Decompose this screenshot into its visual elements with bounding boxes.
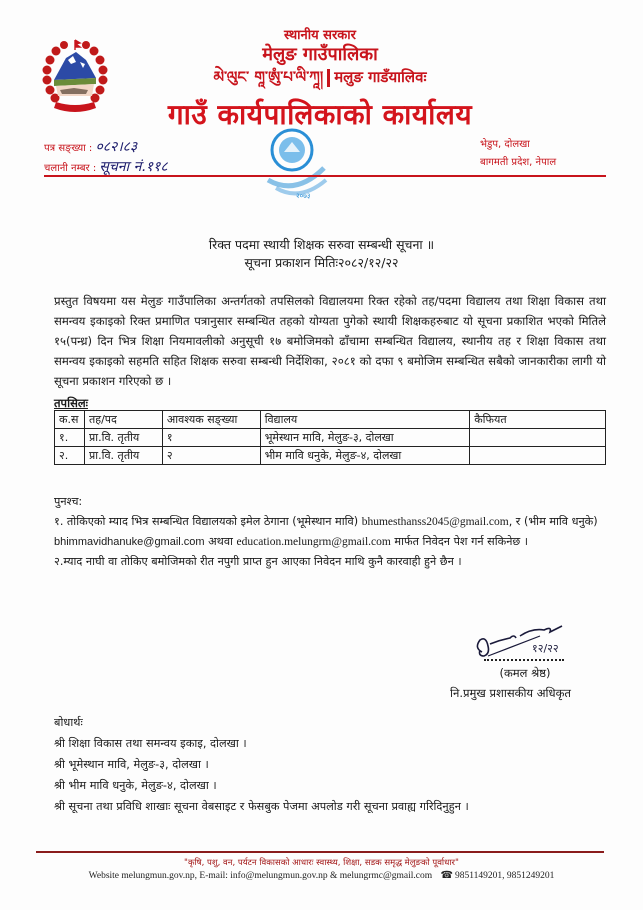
cell-remarks — [470, 429, 606, 447]
municipality-name-tibetan: མེ་ལུང་ གཱ་ཨུཾ་པ་ལི་ཀཱ། — [213, 68, 324, 86]
postscript — [54, 492, 606, 572]
dispatch-number-label: चलानी नम्बर : — [44, 163, 97, 174]
cell-sn: २. — [55, 447, 85, 465]
table-header-row — [55, 411, 606, 429]
copy-to-item: श्री भूमेस्थान मावि, मेलुङ-३, दोलखा । — [54, 758, 209, 771]
postscript-item-1-suffix: मार्फत निवेदन पेश गर्न सकिनेछ । — [394, 535, 529, 548]
header-divider — [44, 175, 606, 177]
column-header-level: तह/पद — [84, 411, 162, 429]
cell-school: भूमेस्थान मावि, मेलुङ-३, दोलखा — [260, 429, 470, 447]
notice-title: रिक्त पदमा स्थायी शिक्षक सरुवा सम्बन्धी सूचना ॥ — [208, 237, 435, 252]
government-type: स्थानीय सरकार — [284, 28, 356, 43]
cell-school: भीम मावि धनुके, मेलुङ-४, दोलखा — [260, 447, 470, 465]
footer-contact — [0, 869, 643, 883]
address-line-2: बागमती प्रदेश, नेपाल — [480, 157, 557, 168]
signature-date: १२/२२ — [532, 642, 559, 655]
email-link-bhumesthan[interactable]: bhumesthanss2045@gmail.com — [361, 516, 509, 528]
cell-level: प्रा.वि. तृतीय — [84, 447, 162, 465]
postscript-and: , र — [508, 515, 521, 528]
notice-body: प्रस्तुत विषयमा यस मेलुङ गाउँपालिका अन्तर्गतको तपसिलको विद्यालयमा रिक्त रहेको तह/पदमा विद्यालय तथा शिक्षा विकास तथा समन्वय इकाइको रिक्त प्रमाणित पत्रानुसार सम्बन्धित तहको योग्यता पुगेको स्थायी शिक्षकहरुबाट यो सूचना प्रकाशित भएको मितिले १५(पन्ध्र) दिन भित्र शिक्षा नियमावलीको अनुसूची १७ बमोजिमको ढाँचामा सम्बन्धित विद्यालय, स्थानीय तह र शिक्षा विकास तथा समन्वय इकाइको सहमति सहित शिक्षक सरुवा सम्बन्धी निर्देशिका, २०८१ को दफा ९ बमोजिम सम्बन्धित सबैको जानकारीका लागी यो सूचना प्रकाशन गरिएको छ । — [54, 294, 606, 388]
title-separator — [327, 69, 330, 87]
signature-line — [484, 659, 564, 661]
letter-number-row — [44, 138, 168, 158]
email-link-bhim[interactable]: bhimmavidhanuke@gmail.com — [54, 536, 205, 548]
cell-sn: १. — [55, 429, 85, 447]
vacancy-table — [54, 410, 606, 465]
signatory-name: (कमल श्रेष्ठ) — [499, 666, 551, 680]
letter-number-value: ०८२।८३ — [95, 139, 138, 155]
copy-to-list — [54, 712, 614, 817]
footer-website-email: Website melungmun.gov.np, E-mail: info@melungmun.gov.np & melungrmc@gmail.com — [88, 871, 433, 881]
svg-text:२०७३: २०७३ — [296, 192, 311, 200]
postscript-heading: पुनश्च: — [54, 495, 83, 508]
email-link-education[interactable]: education.melungrm@gmail.com — [236, 536, 391, 548]
telephone-icon: ☎ — [440, 870, 453, 881]
copy-to-item: श्री भीम मावि धनुके, मेलुङ-४, दोलखा । — [54, 779, 217, 792]
copy-to-item: श्री सूचना तथा प्रविधि शाखाः सूचना वेबसाइट र फेसबुक पेजमा अपलोड गरी सूचना प्रवाह्य गरिदिनुहुन । — [54, 800, 469, 813]
footer-phones: 9851149201, 9851249201 — [454, 871, 555, 881]
municipality-name: मेलुङ गाउँपालिका — [262, 44, 378, 65]
reference-numbers — [44, 138, 168, 178]
cell-remarks — [470, 447, 606, 465]
cell-required: १ — [162, 429, 260, 447]
table-row — [55, 429, 606, 447]
office-name: गाउँ कार्यपालिकाको कार्यालय — [167, 98, 473, 131]
signatory-designation: नि.प्रमुख प्रशासकीय अधिकृत — [450, 686, 571, 700]
letter-number-label: पत्र सङ्ख्या : — [44, 143, 93, 154]
column-header-remarks: कैफियत — [470, 411, 606, 429]
postscript-school-2: (भीम मावि धनुके) — [523, 515, 598, 528]
notice-published-date: सूचना प्रकाशन मितिः२०८२/१२/२२ — [244, 255, 399, 270]
cell-required: २ — [162, 447, 260, 465]
address-line-1: भेडुप, दोलखा — [480, 139, 530, 150]
office-seal-stamp — [262, 122, 332, 200]
footer-motto: "कृषि, पशु, वन, पर्यटन विकासको आधारः स्वास्थ्य, शिक्षा, सडक समृद्ध मेलुङको पूर्वाधार" — [184, 858, 459, 868]
office-address — [480, 136, 610, 172]
details-heading: तपसिलः — [54, 396, 88, 410]
column-header-school: विद्यालय — [260, 411, 470, 429]
dispatch-number-value: सूचना नं.११८ — [99, 159, 168, 175]
column-header-sn: क.स — [55, 411, 85, 429]
postscript-or: अथवा — [208, 535, 233, 548]
handwritten-signature — [470, 622, 570, 664]
municipality-name-alt-script: मलुङ गाडँयालिवः — [334, 68, 427, 86]
footer-divider — [36, 851, 604, 853]
postscript-item-1-prefix: १. तोकिएको म्याद भित्र सम्बन्धित विद्यालयको इमेल ठेगाना (भूमेस्थान मावि) — [54, 515, 359, 528]
municipality-name-bilingual — [120, 66, 520, 88]
copy-to-item: श्री शिक्षा विकास तथा समन्वय इकाइ, दोलखा । — [54, 737, 247, 750]
table-row — [55, 447, 606, 465]
copy-to-heading: बोधार्थः — [54, 716, 83, 729]
notice-title-block — [0, 236, 643, 272]
postscript-item-2: २.म्याद नाघी वा तोकिए बमोजिमको रीत नपुगी प्राप्त हुन आएका निवेदन माथि कुनै कारवाही हुने छैन । — [54, 555, 462, 568]
column-header-required: आवश्यक सङ्ख्या — [162, 411, 260, 429]
letterhead-titles — [120, 28, 520, 88]
postscript-item-1 — [54, 512, 606, 552]
cell-level: प्रा.वि. तृतीय — [84, 429, 162, 447]
